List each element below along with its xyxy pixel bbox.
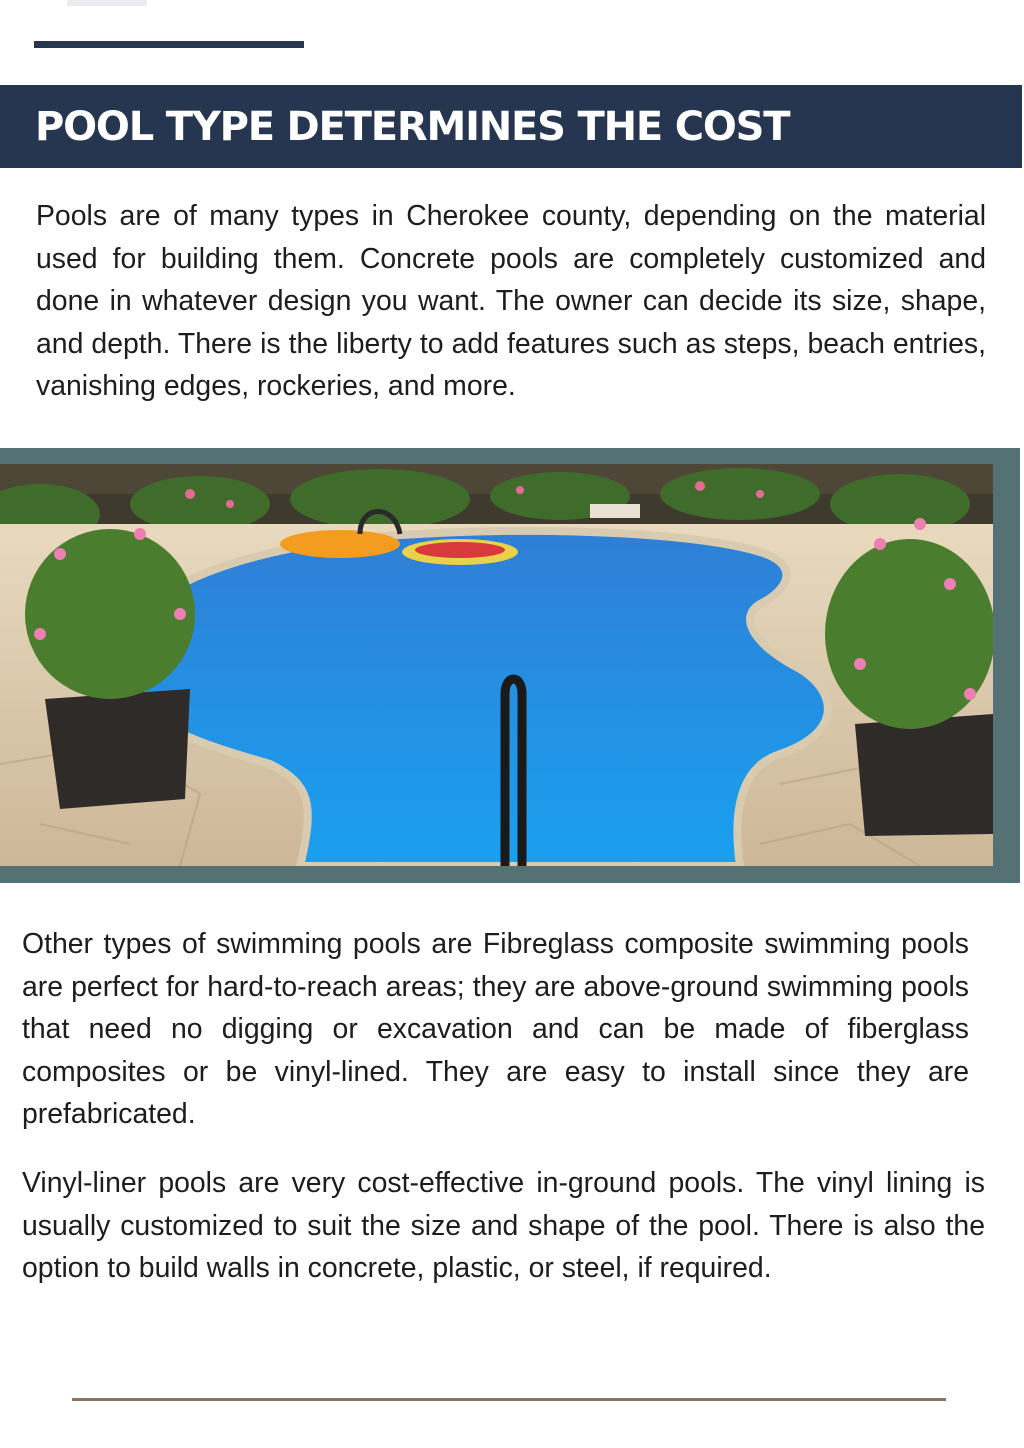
- paragraph-fibreglass-pools: Other types of swimming pools are Fibreglass composite swimming pools are perfect for hard-to-reach areas; they are above-ground swimming pools that need no digging or excavation and can be made of fiberglass composites or be vinyl-lined. They are easy to install since they are prefabricated.: [22, 928, 969, 1130]
- bottom-divider: [72, 1398, 946, 1401]
- page-title: POOL TYPE DETERMINES THE COST: [35, 104, 790, 150]
- photo-frame: [0, 448, 1020, 883]
- paragraph-concrete-pools: Pools are of many types in Cherokee county, depending on the material used for building them. Concrete pools are completely customized and done in whatever design you want. The owner can decide its size, shape, and depth. There is the liberty to add features such as steps, beach entries, vanishing edges, rockeries, and more.: [36, 200, 986, 402]
- swimming-pool-photo: [0, 464, 993, 866]
- paragraph-vinyl-liner-pools: Vinyl-liner pools are very cost-effective in-ground pools. The vinyl lining is usually customized to suit the size and shape of the pool. There is also the option to build walls in concrete, plastic, or steel, if required.: [22, 1167, 985, 1284]
- top-accent-rule: [34, 41, 304, 48]
- top-tab-decoration: [67, 0, 147, 6]
- title-banner: [0, 85, 1022, 168]
